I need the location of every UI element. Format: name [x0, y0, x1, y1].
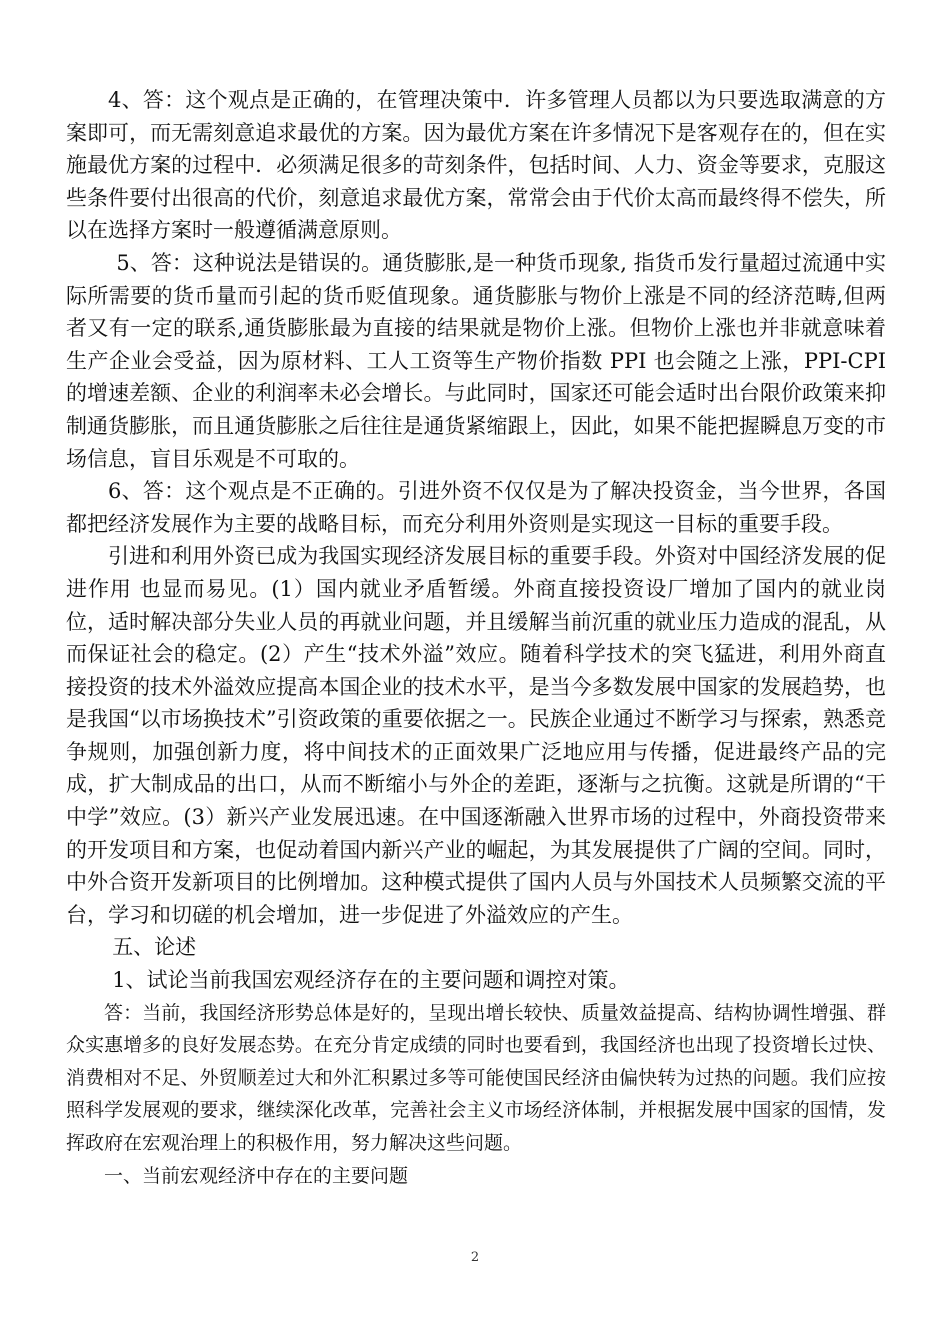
paragraph-foreign-investment: 引进和利用外资已成为我国实现经济发展目标的重要手段。外资对中国经济发展的促进作用 也显而易见。(1）国内就业矛盾暂缓。外商直接投资设厂增加了国内的就业岗位，适时解决部分失业人员的再就业问题，并且缓解当前沉重的就业压力造成的混乱，从而保证社会的稳定。(2）产生“技术外溢”效应。随着科学技术的突飞猛进，利用外商直接投资的技术外溢效应提高本国企业的技术水平，是当今多数发展中国家的发展趋势，也是我国“以市场换技术”引资政策的重要依据之一。民族企业通过不断学习与探索，熟悉竞争规则，加强创新力度，将中间技术的正面效果广泛地应用与传播，促进最终产品的完成，扩大制成品的出口，从而不断缩小与外企的差距，逐渐与之抗衡。这就是所谓的“干中学”效应。(3）新兴产业发展迅速。在中国逐渐融入世界市场的过程中，外商投资带来的开发项目和方案，也促动着国内新兴产业的崛起，为其发展提供了广阔的空间。同时，中外合资开发新项目的比例增加。这种模式提供了国内人员与外国技术人员频繁交流的平台，学习和切磋的机会增加，进一步促进了外溢效应的产生。: [66, 544, 886, 927]
page-number: 2: [470, 1250, 480, 1265]
subheading-main-problems: 一、当前宏观经济中存在的主要问题: [104, 1164, 409, 1187]
paragraph-answer-5: 5、答：这种说法是错误的。通货膨胀,是一种货币现象, 指货币发行量超过流通中实际所需要的货币量而引起的货币贬值现象。通货膨胀与物价上涨是不同的经济范畴,但两者又有一定的联系,通货膨胀最为直接的结果就是物价上涨。但物价上涨也并非就意味着生产企业会受益，因为原材料、工人工资等生产物价指数 PPI 也会随之上涨，PPI-CPI的增速差额、企业的利润率未必会增长。与此同时，国家还可能会适时出台限价政策来抑制通货膨胀，而且通货膨胀之后往往是通货紧缩跟上，因此，如果不能把握瞬息万变的市场信息，盲目乐观是不可取的。: [66, 250, 887, 471]
document-page: [66, 84, 886, 1192]
question-1: 1、试论当前我国宏观经济存在的主要问题和调控对策。: [112, 968, 630, 993]
paragraph-answer-6: 6、答：这个观点是不正确的。引进外资不仅仅是为了解决投资金，当今世界，各国都把经济发展作为主要的战略目标，而充分利用外资则是实现这一目标的重要手段。: [66, 479, 886, 536]
section-heading-discussion: 五、论述: [112, 935, 197, 960]
paragraph-answer-essay: 答：当前，我国经济形势总体是好的，呈现出增长较快、质量效益提高、结构协调性增强、群众实惠增多的良好发展态势。在充分肯定成绩的同时也要看到，我国经济也出现了投资增长过快、消费相对不足、外贸顺差过大和外汇积累过多等可能使国民经济由偏快转为过热的问题。我们应按照科学发展观的要求，继续深化改革，完善社会主义市场经济体制，并根据发展中国家的国情，发挥政府在宏观治理上的积极作用，努力解决这些问题。: [66, 1001, 886, 1154]
paragraph-answer-4: 4、答：这个观点是正确的，在管理决策中．许多管理人员都以为只要选取满意的方案即可，而无需刻意追求最优的方案。因为最优方案在许多情况下是客观存在的，但在实施最优方案的过程中．必须满足很多的苛刻条件，包括时间、人力、资金等要求，克服这些条件要付出很高的代价，刻意追求最优方案，常常会由于代价太高而最终得不偿失，所以在选择方案时一般遵循满意原则。: [66, 88, 886, 243]
